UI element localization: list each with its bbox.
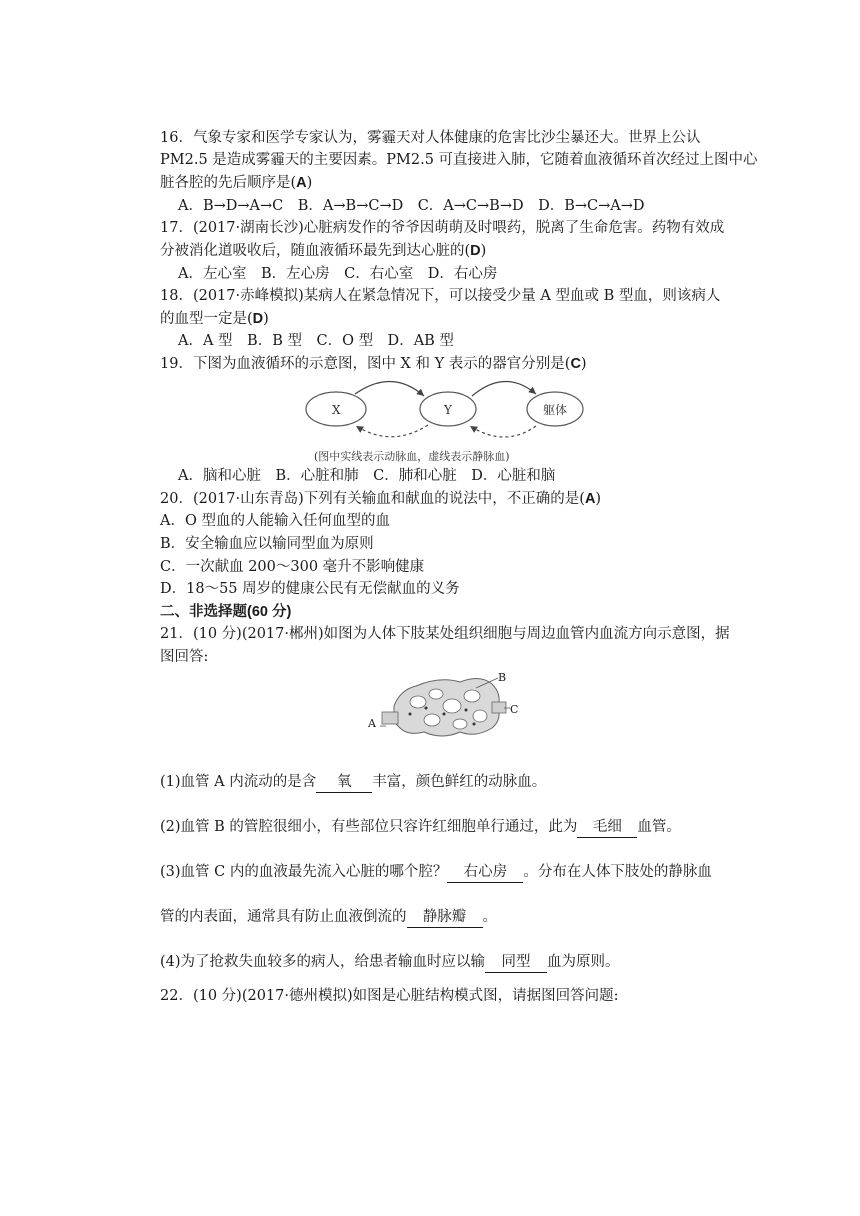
q21-part3b-pre: 管的内表面，通常具有防止血液倒流的 [160,909,407,925]
q21-part1-pre: (1)血管 A 内流动的是含 [160,774,317,790]
artery-arrow-y-body [472,381,536,396]
q20-paren-close: ) [595,491,602,507]
node-y-label: Y [444,403,452,417]
section-heading: 二、非选择题(60 分) [160,604,292,620]
q19-stem: 19．下图为血液循环的示意图，图中 X 和 Y 表示的器官分别是( [160,356,571,372]
diagram-caption: (图中实线表示动脉血，虚线表示静脉血) [314,450,510,463]
q21-part2-post: 血管。 [637,819,681,835]
q17-answer: D [470,243,481,259]
vein-arrow-y-x [356,425,428,437]
label-b: B [498,671,507,684]
q21-part2-answer: 毛细 [577,817,637,838]
q18-line2 [160,309,269,329]
q21-part1-post: 丰富，颜色鲜红的动脉血。 [372,774,547,790]
circulation-diagram [300,376,590,466]
q20-option-d: D．18～55 周岁的健康公民有无偿献血的义务 [160,581,460,597]
q22-line1: 22．(10 分)(2017·德州模拟)如图是心脏结构模式图，请据图回答问题: [160,988,619,1004]
q20-option-b: B．安全输血应以输同型血为原则 [160,536,374,552]
q17-paren-close: ) [480,243,487,259]
q16-options: A．B→D→A→C B．A→B→C→D C．A→C→B→D D．B→C→A→D [178,198,645,214]
vessel-c [492,702,506,713]
q21-part3b-answer: 静脉瓣 [407,907,483,928]
q18-stem-end: 的血型一定是( [160,311,253,327]
q20-line1 [160,489,601,509]
q16-paren-close: ) [306,175,313,191]
q19-answer: C [570,356,581,372]
q21-part3b-post: 。 [482,909,497,925]
q20-option-a: A．O 型血的人能输入任何血型的血 [160,513,390,529]
q18-options: A．A 型 B．B 型 C．O 型 D．AB 型 [178,333,454,349]
q21-part3-pre: (3)血管 C 内的血液最先流入心脏的哪个腔？ [160,864,448,880]
q18-paren-close: ) [263,311,269,327]
q16-answer: A [296,175,307,191]
q21-part4-answer: 同型 [485,952,547,973]
node-body-label: 躯体 [543,403,568,417]
label-a: A [368,717,376,730]
q21-line1: 21．(10 分)(2017·郴州)如图为人体下肢某处组织细胞与周边血管内血流方向示意图，据 [160,626,730,642]
q21-part3-answer: 右心房 [447,862,523,883]
q21-part3 [160,862,712,883]
label-c: C [510,703,519,716]
q17-line1: 17．(2017·湖南长沙)心脏病发作的爷爷因萌萌及时喂药，脱离了生命危害。药物有效成 [160,220,725,236]
q19-options: A．脑和心脏 B．心脏和肺 C．肺和心脏 D．心脏和脑 [178,468,556,484]
q21-part3-post: 。分布在人体下肢处的静脉血 [523,864,712,880]
q21-part1 [160,772,546,793]
q21-part4 [160,952,620,973]
q19-line1 [160,354,587,374]
artery-arrow-x-y [355,381,424,396]
q19-paren-close: ) [580,356,587,372]
vein-arrow-body-y [470,426,536,437]
q17-options: A．左心室 B．左心房 C．右心室 D．右心房 [178,266,498,282]
q21-part1-answer: 氧 [316,772,372,793]
q21-part4-post: 血为原则。 [547,954,620,970]
q21-line2: 图回答: [160,649,209,665]
q16-line3 [160,173,312,193]
q20-option-c: C．一次献血 200～300 毫升不影响健康 [160,559,425,575]
q17-stem-end: 分被消化道吸收后，随血液循环最先到达心脏的( [160,243,471,259]
q21-part2 [160,817,681,838]
vessel-a [382,712,398,724]
q21-part2-pre: (2)血管 B 的管腔很细小，有些部位只容许红细胞单行通过，此为 [160,819,578,835]
q16-stem-end: 脏各腔的先后顺序是( [160,175,297,191]
q16-line2: PM2.5 是造成雾霾天的主要因素。PM2.5 可直接进入肺，它随着血液循环首次经过上图中心 [160,152,758,168]
q18-answer: D [252,311,264,327]
q18-line1: 18．(2017·赤峰模拟)某病人在紧急情况下，可以接受少量 A 型血或 B 型血，则该病人 [160,288,721,304]
q17-line2 [160,241,486,261]
q21-part3b [160,907,497,928]
q21-part4-pre: (4)为了抢救失血较多的病人，给患者输血时应以输 [160,954,486,970]
q16-line1: 16．气象专家和医学专家认为，雾霾天对人体健康的危害比沙尘暴还大。世界上公认 [160,130,701,146]
node-x-label: X [332,403,341,417]
q20-stem: 20．(2017·山东青岛)下列有关输血和献血的说法中，不正确的是( [160,491,585,507]
q20-answer: A [584,491,596,507]
